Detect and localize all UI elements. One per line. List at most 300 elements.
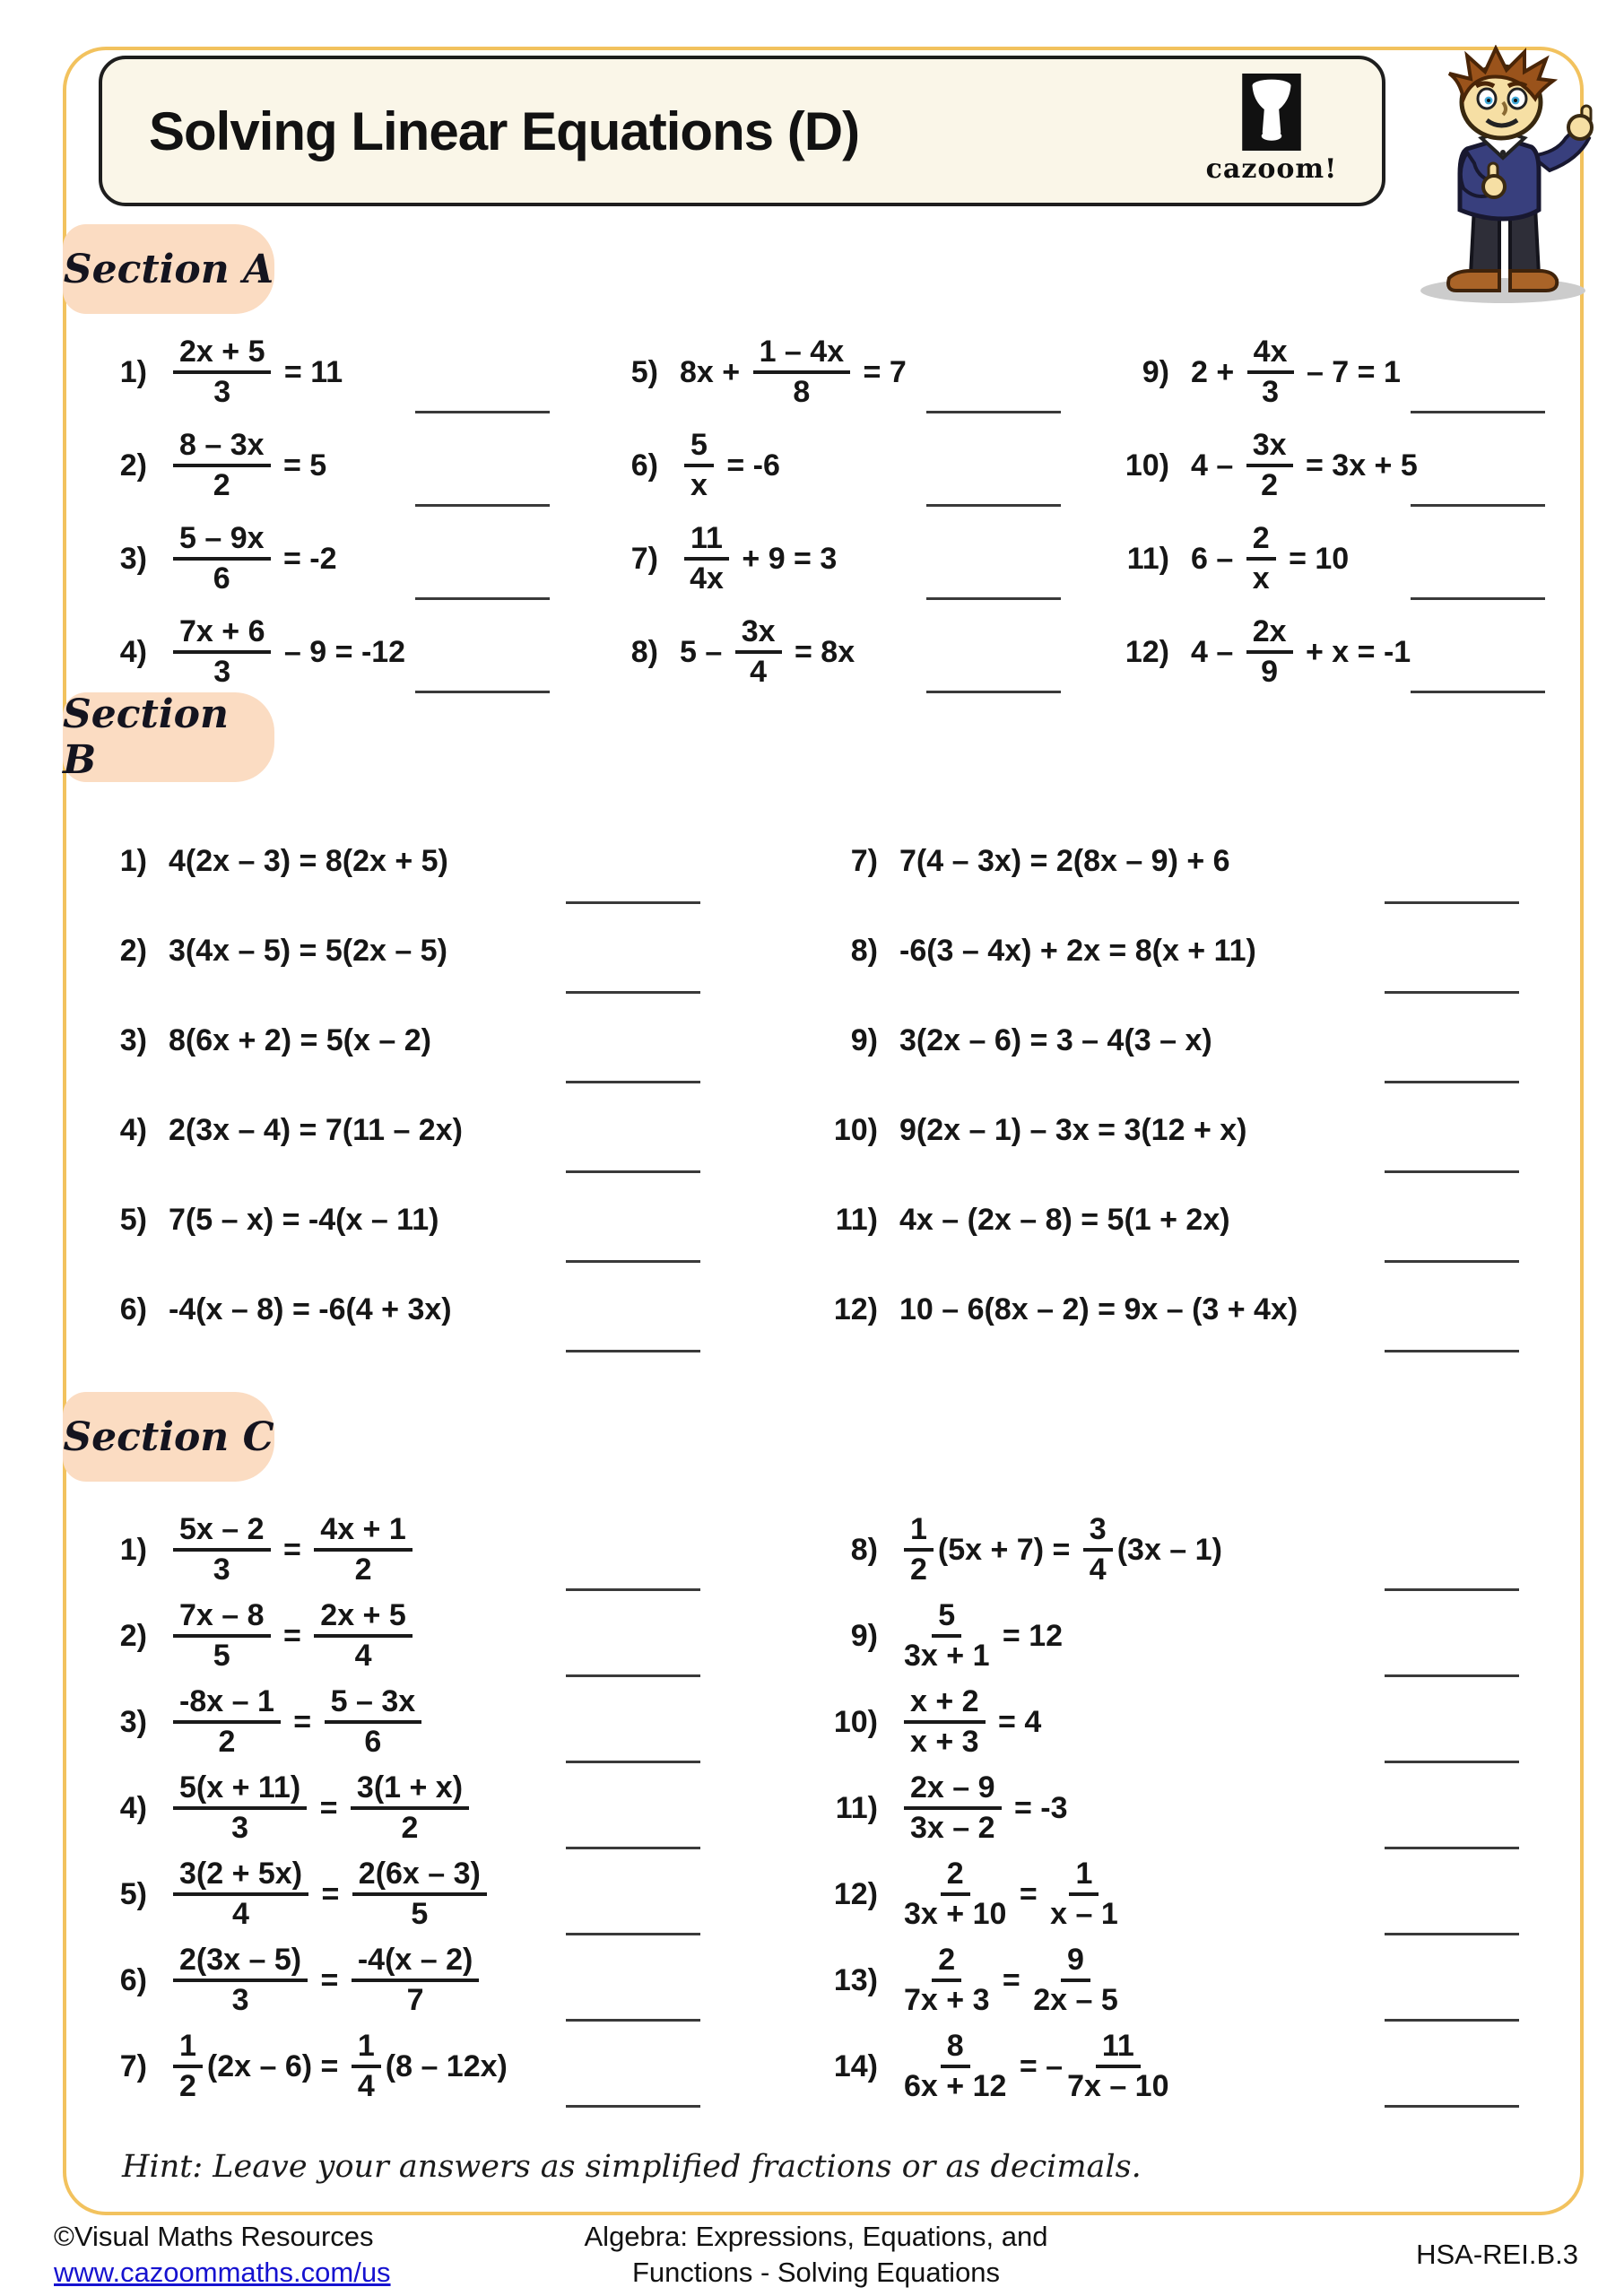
denominator: 3x + 1	[904, 1639, 990, 1673]
answer-blank[interactable]	[566, 1350, 700, 1352]
fraction	[904, 2031, 1006, 2101]
answer-blank[interactable]	[1385, 1350, 1519, 1352]
equation-text: + 9 = 3	[733, 541, 838, 576]
denominator: 3x + 10	[904, 1897, 1007, 1931]
problem-number: 1)	[119, 1532, 147, 1567]
problem-row	[581, 512, 1092, 605]
equation-text: 2(3x – 4) = 7(11 – 2x)	[169, 1112, 463, 1147]
denominator: 3	[213, 655, 231, 689]
answer-blank[interactable]	[566, 1588, 700, 1591]
equation-text: = -3	[1005, 1790, 1068, 1825]
denominator: x + 3	[910, 1725, 979, 1759]
answer-blank[interactable]	[415, 597, 550, 600]
problem-row	[70, 1679, 801, 1765]
numerator: 4x + 1	[314, 1514, 412, 1552]
numerator: 3x	[1246, 430, 1293, 467]
equation	[899, 1514, 1222, 1585]
problem-row	[801, 1851, 1576, 1937]
denominator: 3	[213, 375, 231, 409]
problem-number: 4)	[119, 634, 147, 669]
problem-row	[70, 906, 801, 996]
numerator: -4(x – 2)	[352, 1944, 480, 1982]
fraction	[1067, 2031, 1168, 2101]
mascot-illustration	[1392, 45, 1616, 305]
numerator: 5	[684, 430, 714, 467]
equation	[899, 1292, 1298, 1327]
equation-text: =	[311, 1790, 346, 1825]
equation	[169, 934, 447, 969]
equation-text: = 3x + 5	[1297, 448, 1418, 483]
equation	[169, 1686, 426, 1757]
numerator: 7x – 8	[173, 1600, 271, 1638]
fraction	[173, 1686, 281, 1757]
answer-blank[interactable]	[566, 991, 700, 994]
numerator: 8 – 3x	[173, 430, 271, 467]
denominator: 3	[1262, 375, 1280, 409]
equation-text: =	[284, 1704, 320, 1739]
numerator: 3(1 + x)	[351, 1772, 469, 1810]
drum-icon	[1242, 74, 1301, 155]
problem-number: 12)	[1125, 634, 1169, 669]
denominator: 2x – 5	[1033, 1983, 1118, 2017]
fraction	[314, 1600, 412, 1671]
equation-text: =	[1011, 1876, 1046, 1911]
denominator: 2	[354, 1552, 372, 1587]
equation-text: 4(2x – 3) = 8(2x + 5)	[169, 843, 448, 878]
equation-text: + x = -1	[1297, 634, 1411, 669]
answer-blank[interactable]	[1385, 1588, 1519, 1591]
problem-number: 10)	[1125, 448, 1169, 483]
problem-column	[1092, 326, 1576, 699]
problem-number: 5)	[630, 354, 658, 389]
fraction	[904, 1686, 986, 1757]
numerator: 1	[352, 2031, 381, 2068]
equation	[169, 1858, 491, 1929]
problem-row	[70, 1765, 801, 1851]
problem-number: 3)	[119, 1704, 147, 1739]
equation-text: – 7 = 1	[1298, 354, 1401, 389]
problem-number: 5)	[119, 1202, 147, 1237]
fraction	[753, 336, 851, 407]
numerator: 2(6x – 3)	[352, 1858, 487, 1896]
fraction	[351, 1772, 469, 1843]
copyright: ©Visual Maths Resources	[54, 2221, 374, 2252]
numerator: 2x – 9	[904, 1772, 1002, 1810]
title-box	[99, 56, 1385, 206]
numerator: 5(x + 11)	[173, 1772, 307, 1810]
denominator: 2	[1261, 468, 1279, 502]
fraction	[904, 1772, 1002, 1843]
problem-column	[581, 326, 1092, 699]
equation-text: 4 –	[1191, 634, 1242, 669]
equation	[680, 336, 907, 407]
problem-number: 11)	[835, 1790, 878, 1825]
problem-number: 2)	[119, 933, 147, 968]
boy-thumbs-up-icon	[1392, 45, 1616, 305]
problem-row	[70, 996, 801, 1085]
fraction	[173, 616, 271, 687]
problem-number: 9)	[850, 1618, 878, 1653]
problem-row	[70, 1937, 801, 2023]
answer-blank[interactable]	[566, 1847, 700, 1849]
equation	[169, 430, 326, 500]
numerator: 2x	[1246, 616, 1293, 654]
fraction	[173, 1944, 308, 2015]
problem-row	[801, 1507, 1576, 1593]
fraction	[173, 1514, 271, 1585]
equation-text: =	[994, 1962, 1029, 1997]
numerator: 1	[173, 2031, 203, 2068]
denominator: x	[1252, 561, 1270, 596]
numerator: 2(3x – 5)	[173, 1944, 308, 1982]
fraction	[684, 430, 714, 500]
equation-text: =	[313, 1876, 348, 1911]
equation-text: -4(x – 8) = -6(4 + 3x)	[169, 1292, 452, 1326]
denominator: 3	[213, 1552, 230, 1587]
footer-topic-line1: Algebra: Expressions, Equations, and	[584, 2221, 1048, 2252]
hint-text: Hint: Leave your answers as simplified fractions or as decimals.	[122, 2149, 1142, 2185]
problem-row	[70, 605, 581, 699]
problem-row	[801, 1679, 1576, 1765]
page-title: Solving Linear Equations (D)	[149, 100, 860, 161]
answer-blank[interactable]	[1385, 1674, 1519, 1677]
problem-number: 6)	[119, 1962, 147, 1997]
answer-blank[interactable]	[1385, 991, 1519, 994]
website-link[interactable]: www.cazoommaths.com/us	[54, 2256, 391, 2288]
problem-number: 8)	[850, 933, 878, 968]
problem-row	[70, 1085, 801, 1175]
problem-number: 3)	[119, 1022, 147, 1057]
fraction	[1033, 1944, 1118, 2015]
fraction	[352, 1858, 487, 1929]
denominator: 4	[750, 655, 768, 689]
problem-column	[801, 1507, 1576, 2109]
problem-row	[70, 419, 581, 512]
answer-blank[interactable]	[1385, 1260, 1519, 1263]
fraction	[173, 1772, 307, 1843]
denominator: 6x + 12	[904, 2069, 1007, 2103]
fraction	[1246, 430, 1293, 500]
section-problems-3	[70, 1507, 1578, 2109]
problem-number: 4)	[119, 1790, 147, 1825]
equation-text: = –	[1011, 2048, 1064, 2083]
equation	[899, 934, 1256, 969]
problem-row	[70, 816, 801, 906]
answer-blank[interactable]	[415, 504, 550, 507]
equation-text: (3x – 1)	[1116, 1532, 1222, 1567]
fraction	[173, 2031, 203, 2101]
equation-text: 5 –	[680, 634, 731, 669]
answer-blank[interactable]	[1385, 1170, 1519, 1173]
answer-blank[interactable]	[926, 411, 1061, 413]
numerator: 3(2 + 5x)	[173, 1858, 308, 1896]
answer-blank[interactable]	[415, 411, 550, 413]
equation-text: 10 – 6(8x – 2) = 9x – (3 + 4x)	[899, 1292, 1298, 1326]
answer-blank[interactable]	[926, 597, 1061, 600]
problem-column	[70, 326, 581, 699]
numerator: 5 – 3x	[325, 1686, 422, 1724]
answer-blank[interactable]	[1411, 691, 1545, 693]
equation-text: =	[274, 1618, 310, 1653]
problem-row	[70, 1175, 801, 1265]
problem-number: 7)	[630, 541, 658, 576]
footer-center	[523, 2219, 1109, 2290]
numerator: 2	[932, 1944, 961, 1982]
equation	[899, 844, 1230, 879]
denominator: 8	[793, 375, 811, 409]
fraction	[173, 523, 271, 594]
problem-number: 10)	[833, 1112, 878, 1147]
problem-row	[70, 1851, 801, 1937]
problem-number: 10)	[833, 1704, 878, 1739]
answer-blank[interactable]	[566, 1081, 700, 1083]
numerator: 3	[1083, 1514, 1113, 1552]
problem-column	[70, 816, 801, 1354]
equation-text: 8(6x + 2) = 5(x – 2)	[169, 1022, 431, 1057]
problem-number: 4)	[119, 1112, 147, 1147]
answer-blank[interactable]	[1385, 1847, 1519, 1849]
equation	[169, 1514, 417, 1585]
equation-text: 7(5 – x) = -4(x – 11)	[169, 1202, 439, 1237]
problem-number: 8)	[630, 634, 658, 669]
equation	[899, 1203, 1230, 1238]
equation	[899, 1686, 1041, 1757]
numerator: x + 2	[904, 1686, 986, 1724]
fraction	[1246, 523, 1276, 594]
problem-number: 11)	[835, 1202, 878, 1237]
problem-row	[70, 326, 581, 419]
problem-number: 13)	[833, 1962, 878, 1997]
equation	[169, 523, 337, 594]
denominator: 4x	[690, 561, 724, 596]
numerator: 11	[1096, 2031, 1141, 2068]
numerator: 2	[941, 1858, 970, 1896]
denominator: 2	[179, 2069, 196, 2103]
equation-text: =	[274, 1532, 310, 1567]
numerator: -8x – 1	[173, 1686, 281, 1724]
answer-blank[interactable]	[1411, 597, 1545, 600]
problem-row	[70, 2023, 801, 2109]
denominator: 2	[213, 468, 230, 502]
denominator: 2	[401, 1811, 419, 1845]
denominator: 4	[357, 2069, 375, 2103]
fraction	[1050, 1858, 1118, 1929]
denominator: 5	[411, 1897, 429, 1931]
problem-number: 5)	[119, 1876, 147, 1911]
problem-number: 6)	[119, 1292, 147, 1326]
denominator: 4	[232, 1897, 249, 1931]
footer-topic-line2: Functions - Solving Equations	[631, 2256, 1001, 2288]
problem-number: 11)	[1126, 541, 1169, 576]
numerator: 2x + 5	[314, 1600, 412, 1638]
denominator: 2	[218, 1725, 236, 1759]
problem-row	[801, 1175, 1576, 1265]
equation	[899, 1944, 1123, 2015]
numerator: 1	[904, 1514, 934, 1552]
answer-blank[interactable]	[1385, 1761, 1519, 1763]
problem-number: 3)	[119, 541, 147, 576]
problem-row	[1092, 605, 1576, 699]
equation-text: 4x – (2x – 8) = 5(1 + 2x)	[899, 1202, 1230, 1237]
fraction	[1246, 616, 1293, 687]
equation-text: = 7	[855, 354, 907, 389]
answer-blank[interactable]	[926, 691, 1061, 693]
answer-blank[interactable]	[1411, 504, 1545, 507]
fraction	[1247, 336, 1294, 407]
denominator: 6	[364, 1725, 382, 1759]
equation-text: 6 –	[1191, 541, 1242, 576]
numerator: 5	[932, 1600, 961, 1638]
equation-text: (8 – 12x)	[385, 2048, 508, 2083]
problem-row	[70, 1265, 801, 1354]
equation	[899, 2031, 1174, 2101]
equation	[899, 1600, 1063, 1671]
equation	[169, 336, 343, 407]
equation	[169, 1203, 439, 1238]
fraction	[173, 430, 271, 500]
denominator: 3x – 2	[910, 1811, 995, 1845]
numerator: 4x	[1247, 336, 1294, 374]
fraction	[1083, 1514, 1113, 1585]
fraction	[904, 1514, 934, 1585]
answer-blank[interactable]	[1385, 1081, 1519, 1083]
cazoom-logo	[1204, 74, 1339, 185]
fraction	[352, 2031, 381, 2101]
problem-number: 1)	[119, 354, 147, 389]
problem-number: 7)	[850, 843, 878, 878]
equation	[1191, 336, 1401, 407]
answer-blank[interactable]	[566, 1170, 700, 1173]
numerator: 5x – 2	[173, 1514, 271, 1552]
problem-column	[70, 1507, 801, 2109]
equation-text: = 4	[989, 1704, 1042, 1739]
problem-row	[801, 1765, 1576, 1851]
equation	[169, 1944, 483, 2015]
equation-text: 3(4x – 5) = 5(2x – 5)	[169, 933, 447, 968]
numerator: 8	[941, 2031, 970, 2068]
page-footer	[54, 2219, 1578, 2290]
problem-number: 1)	[119, 843, 147, 878]
problem-row	[801, 906, 1576, 996]
denominator: 9	[1261, 655, 1279, 689]
equation-text: – 9 = -12	[275, 634, 406, 669]
problem-row	[581, 326, 1092, 419]
equation-text: 8x +	[680, 354, 749, 389]
equation-text: = 10	[1280, 541, 1350, 576]
equation	[1191, 430, 1418, 500]
numerator: 5 – 9x	[173, 523, 271, 561]
fraction	[904, 1600, 989, 1671]
problem-row	[581, 605, 1092, 699]
answer-blank[interactable]	[566, 901, 700, 904]
section-badge-3: Section C	[63, 1392, 274, 1482]
equation	[680, 616, 855, 687]
problem-number: 12)	[833, 1292, 878, 1326]
problem-row	[581, 419, 1092, 512]
denominator: 4	[354, 1639, 372, 1673]
equation	[169, 1600, 417, 1671]
equation-text: = 11	[275, 354, 343, 389]
section-badge-2: Section B	[63, 692, 274, 782]
fraction	[735, 616, 782, 687]
fraction	[352, 1944, 480, 2015]
problem-row	[801, 1593, 1576, 1679]
answer-blank[interactable]	[566, 2105, 700, 2108]
answer-blank[interactable]	[926, 504, 1061, 507]
numerator: 9	[1061, 1944, 1090, 1982]
denominator: 3	[231, 1811, 249, 1845]
section-problems-1	[70, 326, 1578, 699]
problem-row	[1092, 419, 1576, 512]
section-badge-1: Section A	[63, 224, 274, 314]
answer-blank[interactable]	[566, 1674, 700, 1677]
numerator: 1	[1069, 1858, 1099, 1896]
answer-blank[interactable]	[1385, 901, 1519, 904]
equation	[169, 844, 448, 879]
section-problems-2	[70, 816, 1578, 1354]
denominator: 7	[406, 1983, 424, 2017]
answer-blank[interactable]	[566, 1933, 700, 1935]
denominator: 5	[213, 1639, 230, 1673]
equation	[169, 1292, 452, 1327]
problem-number: 8)	[850, 1532, 878, 1567]
problem-number: 14)	[833, 2048, 878, 2083]
equation	[680, 523, 837, 594]
denominator: 2	[910, 1552, 927, 1587]
answer-blank[interactable]	[1385, 2019, 1519, 2022]
problem-number: 9)	[850, 1022, 878, 1057]
numerator: 3x	[735, 616, 782, 654]
equation	[1191, 523, 1349, 594]
problem-row	[1092, 512, 1576, 605]
problem-row	[801, 1937, 1576, 2023]
fraction	[904, 1944, 989, 2015]
equation-text: = 8x	[786, 634, 855, 669]
fraction	[173, 1858, 308, 1929]
denominator: 3	[231, 1983, 249, 2017]
standard-code: HSA-REI.B.3	[1416, 2239, 1578, 2270]
answer-blank[interactable]	[1385, 2105, 1519, 2108]
equation-text: (5x + 7) =	[937, 1532, 1079, 1567]
logo-text: cazoom!	[1205, 153, 1338, 185]
problem-row	[70, 512, 581, 605]
equation-text: (2x – 6) =	[206, 2048, 347, 2083]
answer-blank[interactable]	[566, 2019, 700, 2022]
problem-row	[801, 816, 1576, 906]
answer-blank[interactable]	[415, 691, 550, 693]
fraction	[173, 336, 271, 407]
answer-blank[interactable]	[566, 1761, 700, 1763]
equation-text: 2 +	[1191, 354, 1243, 389]
problem-row	[801, 2023, 1576, 2109]
footer-left	[54, 2219, 523, 2290]
answer-blank[interactable]	[1385, 1933, 1519, 1935]
fraction	[684, 523, 729, 594]
equation	[680, 430, 780, 500]
denominator: x	[690, 468, 708, 502]
fraction	[314, 1514, 412, 1585]
answer-blank[interactable]	[566, 1260, 700, 1263]
numerator: 2	[1246, 523, 1276, 561]
problem-number: 2)	[119, 448, 147, 483]
equation	[899, 1113, 1246, 1148]
numerator: 7x + 6	[173, 616, 271, 654]
answer-blank[interactable]	[1411, 411, 1545, 413]
numerator: 11	[684, 523, 729, 561]
equation	[169, 2031, 508, 2101]
equation-text: = 12	[994, 1618, 1064, 1653]
equation-text: -6(3 – 4x) + 2x = 8(x + 11)	[899, 933, 1256, 968]
